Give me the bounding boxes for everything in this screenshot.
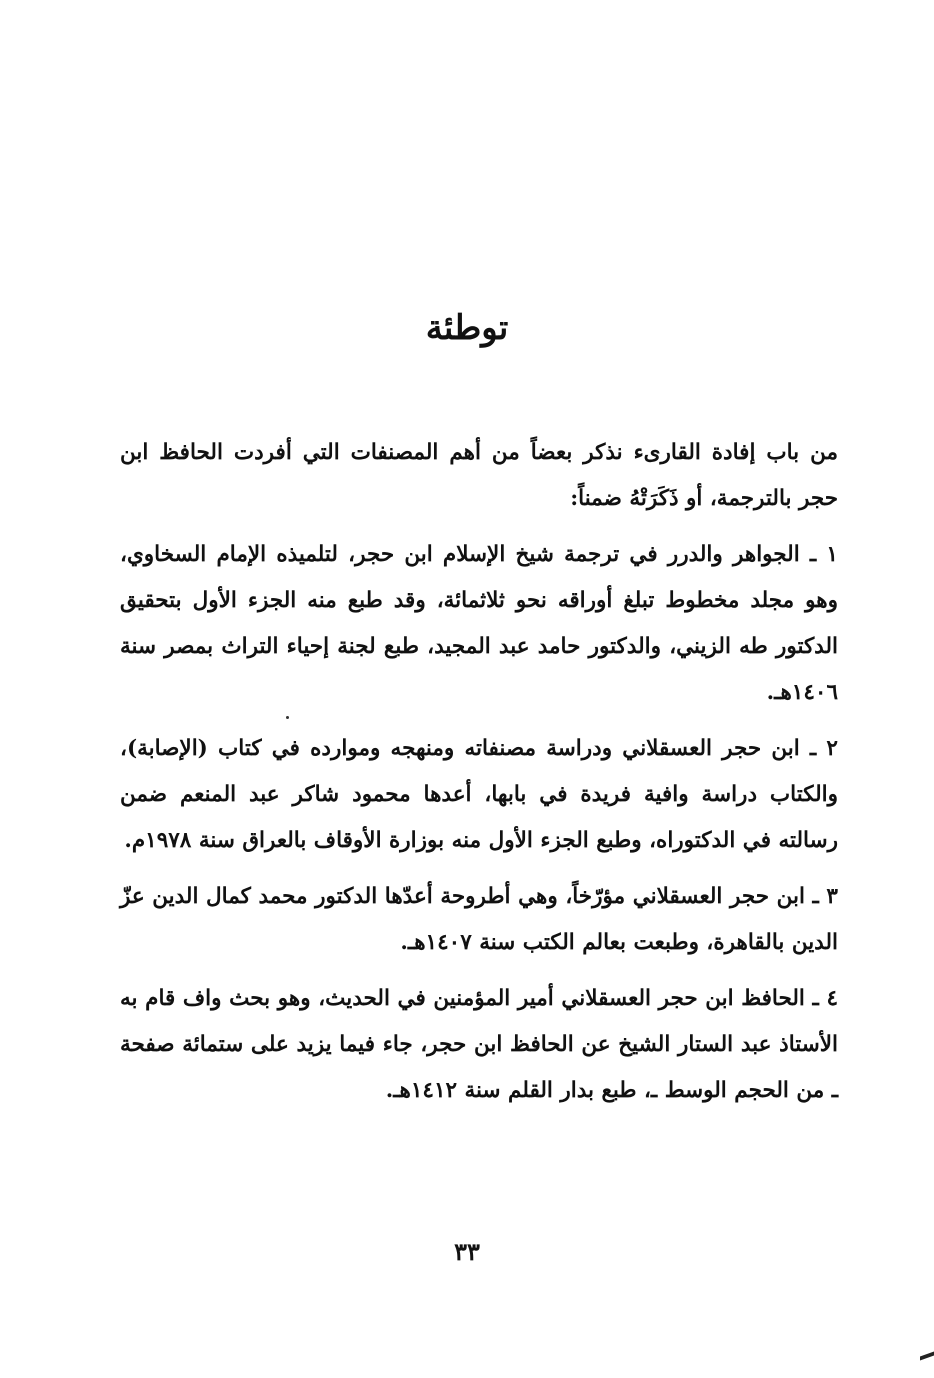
item-number: ٢ (826, 736, 838, 761)
page-number: ٣٣ (454, 1237, 480, 1266)
intro-paragraph: من باب إفادة القارىء نذكر بعضاً من أهم المصنفات التي أفردت الحافظ ابن حجر بالترجمة، أو ذَكَرَتْهُ ضمناً: (120, 440, 838, 511)
item-text: ـ الجواهر والدرر في ترجمة شيخ الإسلام ابن حجر، لتلميذه الإمام السخاوي، وهو مجلد مخطوط تبلغ أوراقه نحو ثلاثمائة، وقد طبع منه الجزء الأول بتحقيق الدكتور طه الزيني، والدكتور حامد عبد المجيد، طبع لجنة إحياء التراث بمصر سنة ١٤٠٦هـ. (120, 542, 838, 705)
item-text: ـ ابن حجر العسقلاني ودراسة مصنفاته ومنهجه وموارده في كتاب (الإصابة)، والكتاب دراسة وافية فريدة في بابها، أعدها محمود شاكر عبد المنعم ضمن رسالته في الدكتوراه، وطبع الجزء الأول منه بوزارة الأوقاف بالعراق سنة ١٩٧٨م. (120, 736, 838, 853)
list-item (120, 976, 838, 1114)
list-item (120, 532, 838, 716)
page-title: توطئة (425, 308, 509, 348)
scan-speck (286, 716, 289, 719)
item-number: ٤ (826, 986, 838, 1011)
item-number: ١ (826, 542, 838, 567)
scan-corner-mark (920, 1351, 934, 1360)
item-number: ٣ (826, 884, 838, 909)
item-text: ـ الحافظ ابن حجر العسقلاني أمير المؤمنين في الحديث، وهو بحث واف قام به الأستاذ عبد الستار الشيخ عن الحافظ ابن حجر، جاء فيما يزيد على ستمائة صفحة ـ من الحجم الوسط ـ، طبع بدار القلم سنة ١٤١٢هـ. (120, 986, 838, 1103)
list-item (120, 874, 838, 966)
page-body (120, 430, 838, 1124)
list-item (120, 726, 838, 864)
item-text: ـ ابن حجر العسقلاني مؤرّخاً، وهي أطروحة أعدّها الدكتور محمد كمال الدين عزّ الدين بالقاهرة، وطبعت بعالم الكتب سنة ١٤٠٧هـ. (120, 884, 838, 955)
